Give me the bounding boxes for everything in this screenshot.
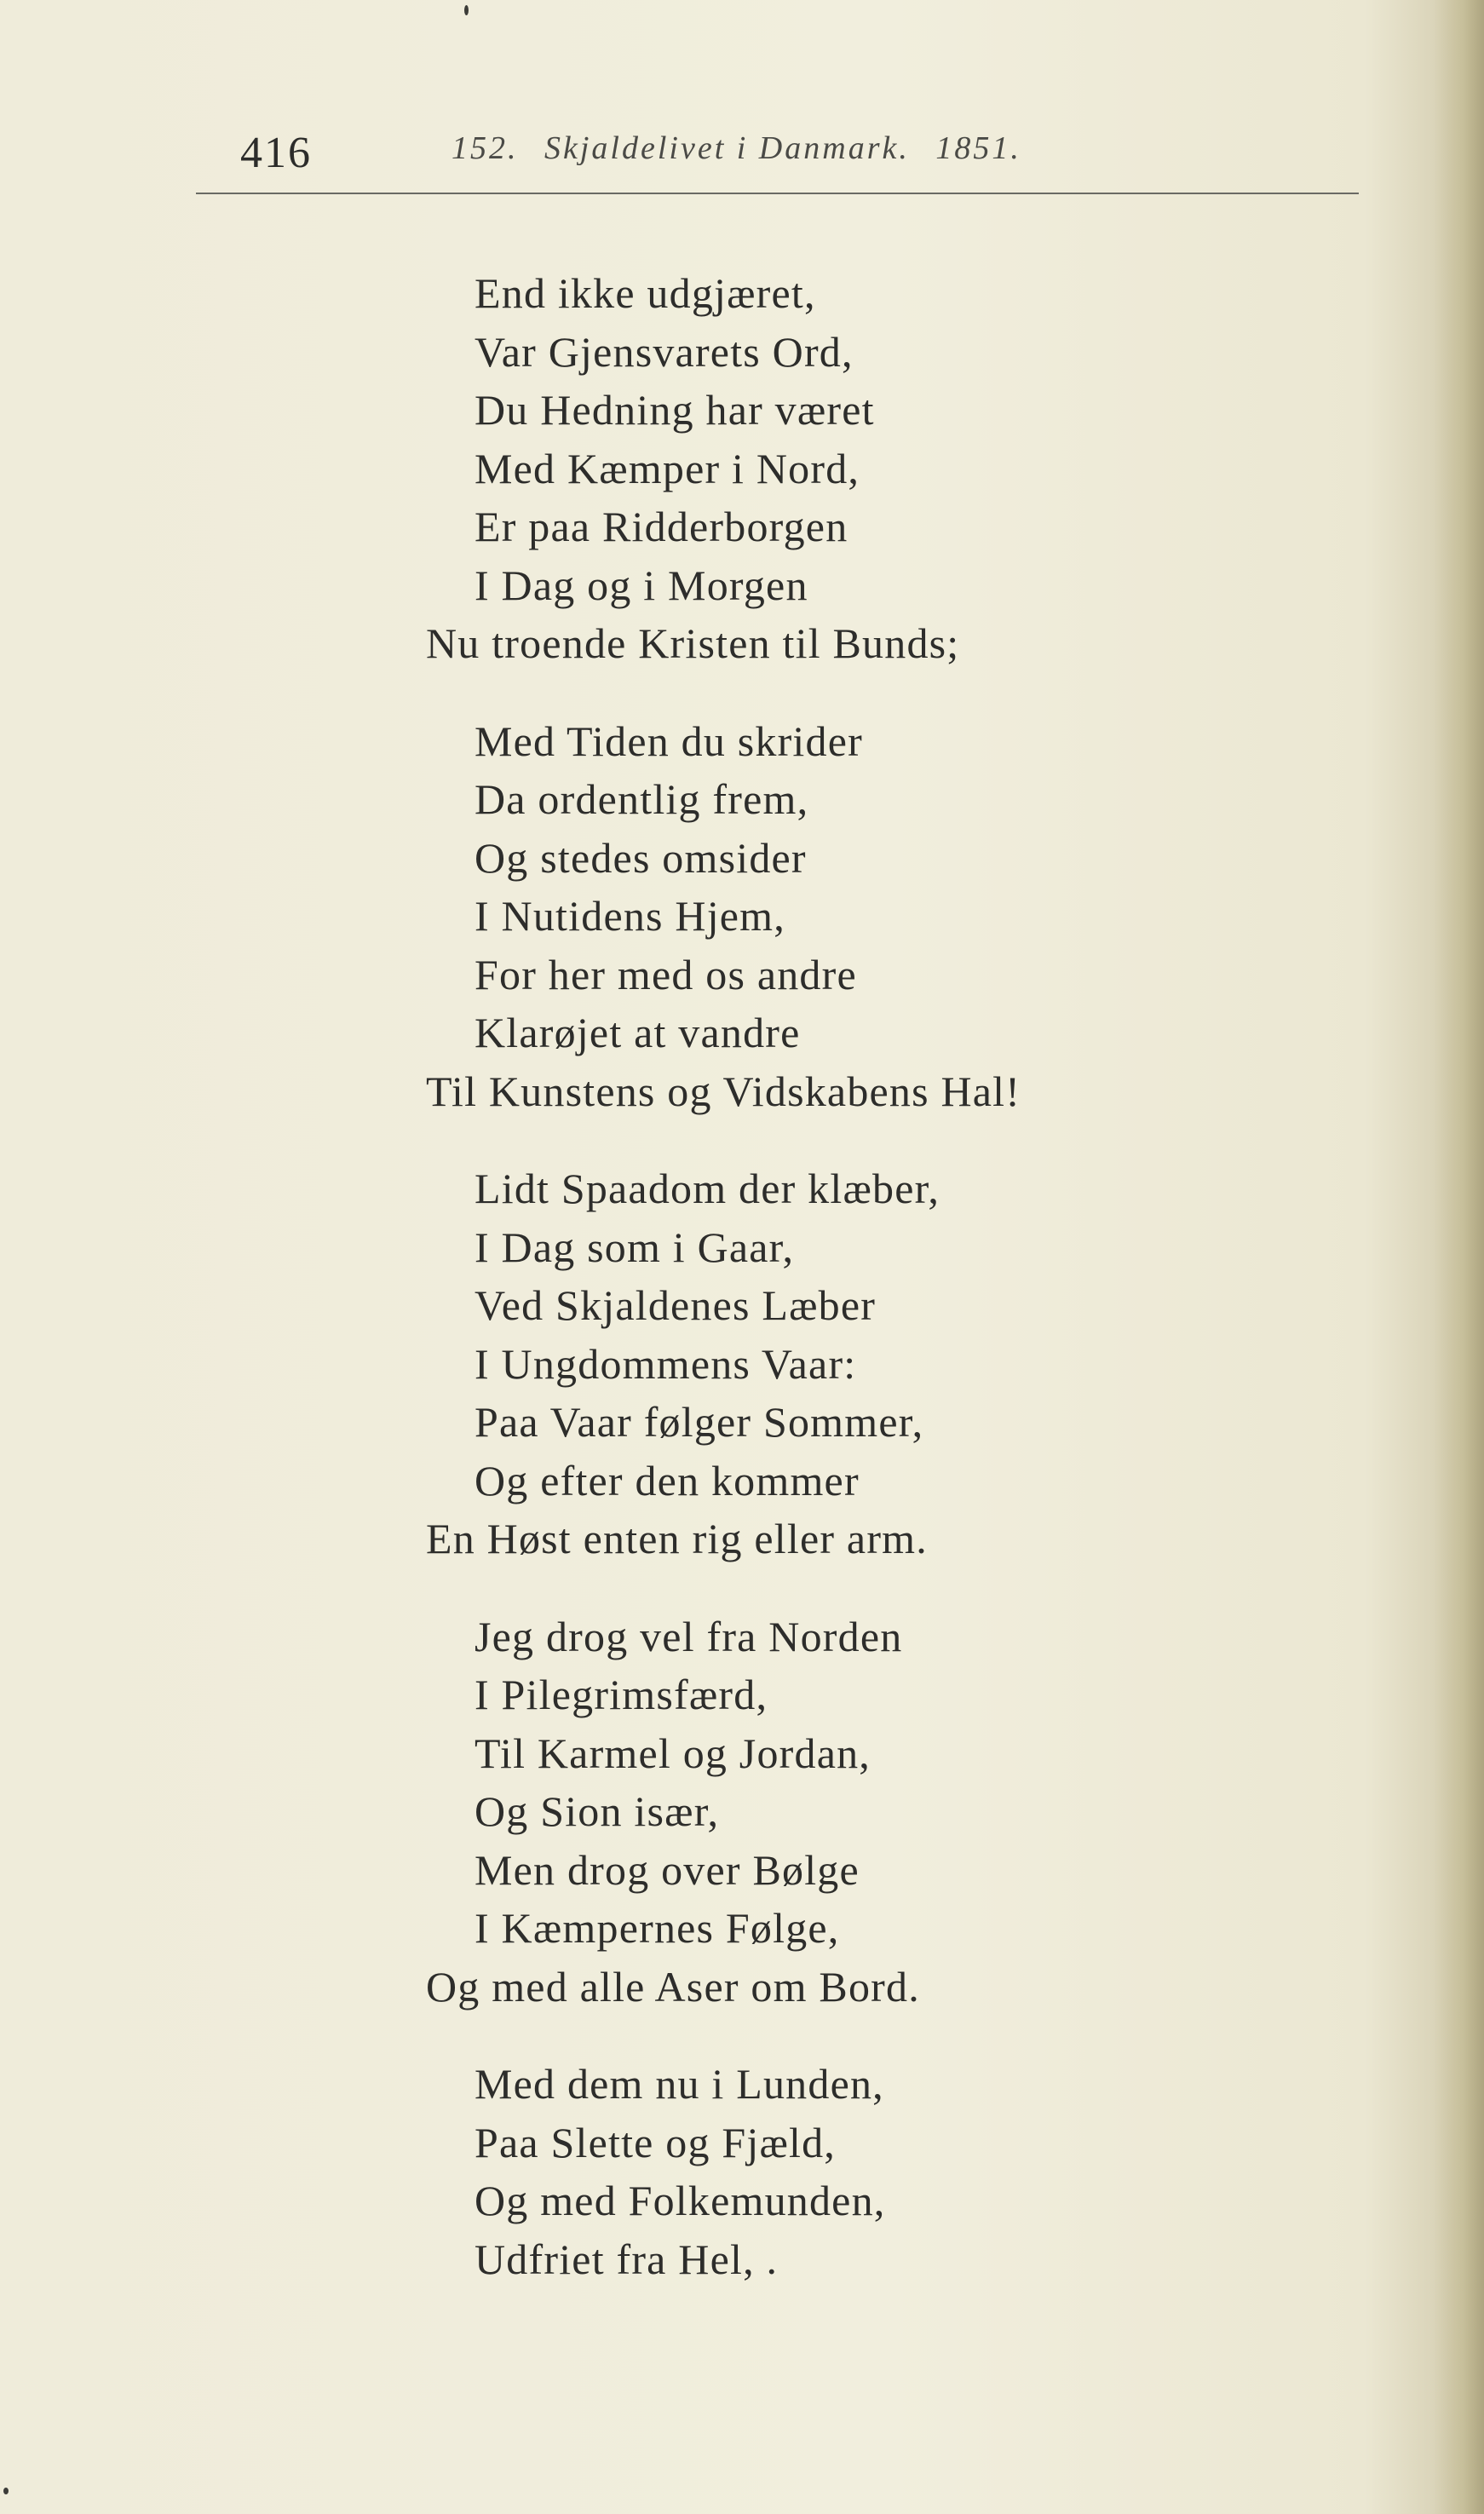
- poem-line: Du Hedning har været: [475, 386, 875, 434]
- page-number: 416: [240, 129, 312, 177]
- poem-line: Paa Slette og Fjæld,: [475, 2118, 836, 2166]
- poem-line: Og med alle Aser om Bord.: [426, 1962, 920, 2011]
- poem-line: I Pilegrimsfærd,: [475, 1671, 768, 1718]
- poem-line: I Nutidens Hjem,: [475, 892, 785, 940]
- poem-line: I Kæmpernes Følge,: [475, 1904, 840, 1952]
- ink-speck: [464, 5, 469, 15]
- poem-line: En Høst enten rig eller arm.: [426, 1515, 928, 1562]
- poem-line: Til Kunstens og Vidskabens Hal!: [426, 1067, 1021, 1115]
- poem-line: Med dem nu i Lunden,: [475, 2060, 884, 2108]
- poem-line: Da ordentlig frem,: [475, 775, 809, 823]
- running-head-year: 1851.: [935, 130, 1021, 166]
- poem-line: Og stedes omsider: [475, 833, 807, 882]
- poem-line: Til Karmel og Jordan,: [475, 1729, 871, 1777]
- poem-line: Ved Skjaldenes Læber: [475, 1281, 877, 1329]
- poem-line: Men drog over Bølge: [475, 1845, 860, 1894]
- ink-speck: [3, 2488, 9, 2494]
- poem-line: Jeg drog vel fra Norden: [475, 1612, 903, 1660]
- poem-line: Og Sion især,: [475, 1787, 720, 1835]
- stanza: [0, 1608, 1484, 2016]
- poem-line: End ikke udgjæret,: [475, 269, 816, 317]
- poem-line: Nu troende Kristen til Bunds;: [426, 619, 960, 667]
- poem-line: Udfriet fra Hel, .: [475, 2235, 779, 2283]
- stanza: [0, 1159, 1484, 1568]
- stanza: [0, 712, 1484, 1121]
- poem-line: Med Kæmper i Nord,: [475, 444, 860, 492]
- poem-line: I Ungdommens Vaar:: [475, 1339, 857, 1388]
- poem-line: Og efter den kommer: [475, 1456, 860, 1504]
- poem-line: For her med os andre: [475, 950, 857, 998]
- header-rule: [196, 193, 1359, 194]
- stanza: [0, 264, 1484, 673]
- running-head-chapter: 152.: [452, 130, 519, 166]
- poem-line: Klarøjet at vandre: [475, 1009, 801, 1056]
- poem-line: Paa Vaar følger Sommer,: [475, 1398, 924, 1446]
- poem-line: Lidt Spaadom der klæber,: [475, 1165, 940, 1212]
- running-head-title: Skjaldelivet i Danmark.: [544, 130, 910, 166]
- stanza: [0, 2055, 1484, 2288]
- poem-line: Og med Folkemunden,: [475, 2177, 886, 2224]
- poem-line: I Dag som i Gaar,: [475, 1222, 795, 1271]
- running-head: [452, 129, 1037, 167]
- poem-line: Med Tiden du skrider: [475, 716, 863, 765]
- poem-body: [0, 264, 1484, 2327]
- poem-line: Var Gjensvarets Ord,: [475, 327, 854, 376]
- poem-line: I Dag og i Morgen: [475, 561, 808, 609]
- poem-line: Er paa Ridderborgen: [475, 503, 848, 550]
- page-header: [0, 119, 1484, 187]
